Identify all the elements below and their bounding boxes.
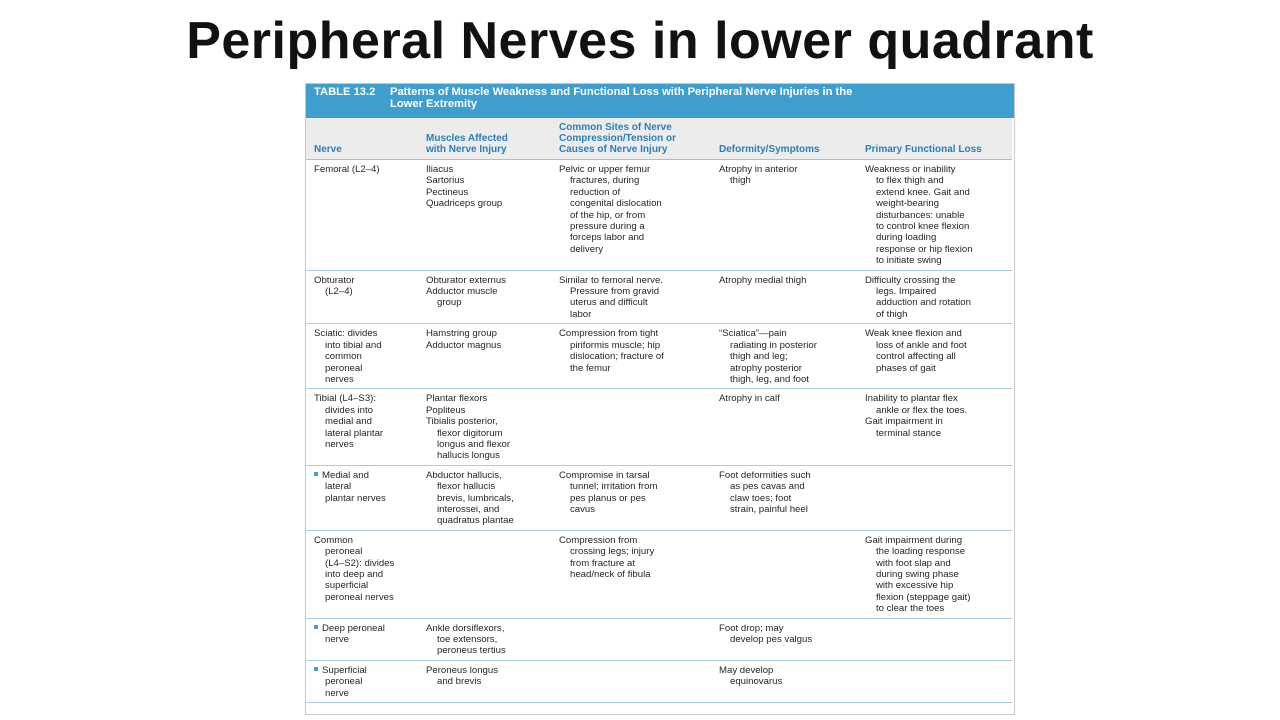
sites-cell [551, 389, 711, 465]
cell-line: Atrophy medial thigh [719, 274, 807, 286]
cell-line: to initiate swing [876, 255, 942, 267]
caption-line: Patterns of Muscle Weakness and Functional Loss with Peripheral Nerve Injuries in the [390, 86, 853, 98]
cell-line: with foot slap and [876, 557, 951, 569]
cell-line: Gait impairment in [865, 416, 943, 428]
cell-line: develop pes valgus [730, 634, 813, 646]
bullet-icon [314, 667, 318, 671]
functional-loss-cell [857, 618, 1012, 660]
nerve-cell [306, 530, 418, 618]
cell-line: divides into [325, 404, 373, 416]
cell-line: peroneal nerves [325, 591, 394, 603]
cell-line: fractures, during [570, 175, 640, 187]
table-row [306, 389, 1012, 465]
symptoms-cell [711, 160, 857, 271]
cell-line: (L4–S2): divides [325, 557, 395, 569]
header-line: with Nerve Injury [426, 144, 507, 155]
table-row [306, 465, 1012, 530]
cell-line: cavus [570, 503, 596, 515]
cell-line: control affecting all [876, 351, 956, 363]
cell-line: Popliteus [426, 404, 466, 416]
cell-line: flexor hallucis [437, 481, 496, 493]
cell-line: nerve [325, 687, 349, 699]
cell-line: extend knee. Gait and [876, 186, 970, 198]
cell-line: labor [570, 308, 592, 320]
cell-line: Superficial [322, 664, 367, 676]
cell-line: thigh, leg, and foot [730, 373, 809, 385]
symptoms-cell [711, 465, 857, 530]
cell-line: Weak knee flexion and [865, 328, 962, 340]
cell-line: common [325, 351, 362, 363]
cell-line: to control knee flexion [876, 221, 970, 233]
muscles-cell [418, 389, 551, 465]
nerve-cell [306, 660, 418, 702]
cell-line: flexor digitorum [437, 427, 503, 439]
col-muscles-affected-header [418, 118, 551, 160]
header-line: Causes of Nerve Injury [559, 144, 668, 155]
cell-line: to clear the toes [876, 603, 945, 615]
table-row [306, 270, 1012, 324]
functional-loss-cell [857, 324, 1012, 389]
cell-line: thigh [730, 175, 751, 187]
cell-line: Difficulty crossing the [865, 274, 956, 286]
cell-line: response or hip flexion [876, 243, 973, 255]
cell-line: loss of ankle and foot [876, 339, 967, 351]
muscles-cell [418, 270, 551, 324]
cell-line: Atrophy in calf [719, 393, 780, 405]
cell-line: Ankle dorsiflexors, [426, 622, 505, 634]
cell-line: during loading [876, 232, 937, 244]
cell-line: Similar to femoral nerve. [559, 274, 663, 286]
col-primary-functional-loss-header [857, 118, 1012, 160]
cell-line: Obturator [314, 274, 355, 286]
table-row [306, 530, 1012, 618]
cell-line: thigh and leg; [730, 351, 788, 363]
cell-line: Abductor hallucis, [426, 469, 502, 481]
cell-line: Hamstring group [426, 328, 497, 340]
cell-line: Tibialis posterior, [426, 416, 498, 428]
cell-line: brevis, lumbricals, [437, 492, 514, 504]
cell-line: ankle or flex the toes. [876, 404, 968, 416]
sites-cell [551, 324, 711, 389]
col-deformity-symptoms-header [711, 118, 857, 160]
cell-line: peroneal [325, 362, 363, 374]
nerve-cell [306, 160, 418, 271]
cell-line: quadratus plantae [437, 515, 514, 527]
cell-line: longus and flexor [437, 438, 511, 450]
symptoms-cell [711, 324, 857, 389]
cell-line: Sciatic: divides [314, 328, 378, 340]
header-line: Common Sites of Nerve [559, 122, 672, 133]
cell-line: and brevis [437, 676, 482, 688]
cell-line: hallucis longus [437, 450, 500, 462]
sites-cell [551, 160, 711, 271]
symptoms-cell [711, 389, 857, 465]
col-nerve-header [306, 118, 418, 160]
symptoms-cell [711, 660, 857, 702]
cell-line: weight-bearing [876, 198, 939, 210]
cell-line: Inability to plantar flex [865, 393, 958, 405]
cell-line: Compression from [559, 534, 638, 546]
cell-line: group [437, 297, 462, 309]
functional-loss-cell [857, 160, 1012, 271]
sites-cell [551, 270, 711, 324]
cell-line: “Sciatica”—pain [719, 328, 787, 340]
functional-loss-cell [857, 465, 1012, 530]
cell-line: Medial and [322, 469, 369, 481]
header-line: Compression/Tension or [559, 133, 677, 144]
cell-line: atrophy posterior [730, 362, 802, 374]
cell-line: of thigh [876, 308, 908, 320]
nerve-injury-table [306, 118, 1012, 703]
cell-line: nerve [325, 634, 349, 646]
cell-line: claw toes; foot [730, 492, 792, 504]
cell-line: Adductor magnus [426, 339, 502, 351]
cell-line: peroneal [325, 676, 363, 688]
functional-loss-cell [857, 660, 1012, 702]
cell-line: Gait impairment during [865, 534, 963, 546]
cell-line: congenital dislocation [570, 198, 662, 210]
caption-line: Lower Extremity [390, 97, 478, 110]
cell-line: Foot deformities such [719, 469, 811, 481]
cell-line: as pes cavas and [730, 481, 805, 493]
cell-line: the loading response [876, 546, 966, 558]
cell-line: medial and [325, 416, 372, 428]
cell-line: nerves [325, 373, 354, 385]
muscles-cell [418, 618, 551, 660]
cell-line: delivery [570, 243, 604, 255]
cell-line: dislocation; fracture of [570, 351, 664, 363]
muscles-cell [418, 660, 551, 702]
table-row [306, 618, 1012, 660]
cell-line: pressure during a [570, 221, 645, 233]
symptoms-cell [711, 530, 857, 618]
cell-line: lateral plantar [325, 427, 384, 439]
cell-line: forceps labor and [570, 232, 645, 244]
cell-line: equinovarus [730, 676, 783, 688]
nerve-cell [306, 324, 418, 389]
cell-line: uterus and difficult [570, 297, 648, 309]
cell-line: Quadriceps group [426, 198, 503, 210]
nerve-cell [306, 389, 418, 465]
slide-title: Peripheral Nerves in lower quadrant [186, 12, 1094, 70]
header-line: Nerve [314, 144, 342, 155]
cell-line: Tibial (L4–S3): [314, 393, 377, 405]
header-line: Deformity/Symptoms [719, 144, 820, 155]
symptoms-cell [711, 270, 857, 324]
sites-cell [551, 660, 711, 702]
table-row [306, 324, 1012, 389]
cell-line: into deep and [325, 569, 384, 580]
table-caption [306, 84, 1014, 118]
functional-loss-cell [857, 389, 1012, 465]
nerve-cell [306, 270, 418, 324]
cell-line: of the hip, or from [570, 209, 646, 221]
cell-line: pes planus or pes [570, 492, 646, 504]
header-line: Muscles Affected [426, 133, 508, 144]
cell-line: head/neck of fibula [570, 569, 651, 580]
cell-line: Obturator externus [426, 274, 506, 286]
cell-line: interossei, and [437, 503, 500, 515]
cell-line: terminal stance [876, 427, 942, 439]
cell-line: legs. Impaired [876, 286, 937, 298]
cell-line: Compromise in tarsal [559, 469, 650, 481]
functional-loss-cell [857, 270, 1012, 324]
cell-line: piriformis muscle; hip [570, 339, 661, 351]
nerve-table-figure [305, 83, 1015, 715]
cell-line: Foot drop; may [719, 622, 784, 634]
table-caption-text [390, 87, 1006, 118]
cell-line: nerves [325, 438, 354, 450]
cell-line: Femoral (L2–4) [314, 164, 380, 175]
cell-line: strain, painful heel [730, 503, 808, 515]
nerve-cell [306, 465, 418, 530]
cell-line: toe extensors, [437, 634, 498, 646]
functional-loss-cell [857, 530, 1012, 618]
header-line: Primary Functional Loss [865, 144, 982, 155]
cell-line: adduction and rotation [876, 297, 971, 309]
bullet-icon [314, 472, 318, 476]
nerve-cell [306, 618, 418, 660]
cell-line: crossing legs; injury [570, 546, 655, 558]
cell-line: from fracture at [570, 557, 636, 569]
cell-line: Iliacus [426, 164, 454, 175]
cell-line: Compression from tight [559, 328, 659, 340]
cell-line: plantar nerves [325, 492, 386, 504]
cell-line: Peroneus longus [426, 664, 499, 676]
cell-line: to flex thigh and [876, 175, 944, 187]
bullet-icon [314, 625, 318, 629]
cell-line: peroneal [325, 546, 363, 558]
table-label: TABLE 13.2 [314, 86, 376, 98]
cell-line: Pressure from gravid [570, 286, 660, 298]
cell-line: Common [314, 534, 353, 546]
table-body [306, 160, 1012, 703]
cell-line: Atrophy in anterior [719, 164, 798, 175]
table-row [306, 160, 1012, 271]
header-row [306, 118, 1012, 160]
cell-line: tunnel; irritation from [570, 481, 658, 493]
cell-line: flexion (steppage gait) [876, 591, 971, 603]
cell-line: Weakness or inability [865, 164, 956, 175]
cell-line: Adductor muscle [426, 286, 498, 298]
cell-line: Sartorius [426, 175, 465, 187]
cell-line: (L2–4) [325, 286, 353, 298]
muscles-cell [418, 530, 551, 618]
cell-line: Pelvic or upper femur [559, 164, 651, 175]
cell-line: peroneus tertius [437, 645, 506, 657]
cell-line: into tibial and [325, 339, 382, 351]
cell-line: reduction of [570, 186, 621, 198]
table-row [306, 660, 1012, 702]
cell-line: the femur [570, 362, 611, 374]
muscles-cell [418, 324, 551, 389]
cell-line: radiating in posterior [730, 339, 817, 351]
sites-cell [551, 530, 711, 618]
sites-cell [551, 465, 711, 530]
cell-line: May develop [719, 664, 774, 676]
cell-line: with excessive hip [876, 580, 954, 592]
cell-line: Deep peroneal [322, 622, 385, 634]
cell-line: phases of gait [876, 362, 936, 374]
cell-line: disturbances: unable [876, 209, 965, 221]
symptoms-cell [711, 618, 857, 660]
sites-cell [551, 618, 711, 660]
cell-line: Plantar flexors [426, 393, 488, 405]
muscles-cell [418, 160, 551, 271]
cell-line: superficial [325, 580, 369, 592]
cell-line: Pectineus [426, 186, 469, 198]
cell-line: lateral [325, 481, 352, 493]
cell-line: during swing phase [876, 569, 959, 580]
muscles-cell [418, 465, 551, 530]
col-common-sites-header [551, 118, 711, 160]
